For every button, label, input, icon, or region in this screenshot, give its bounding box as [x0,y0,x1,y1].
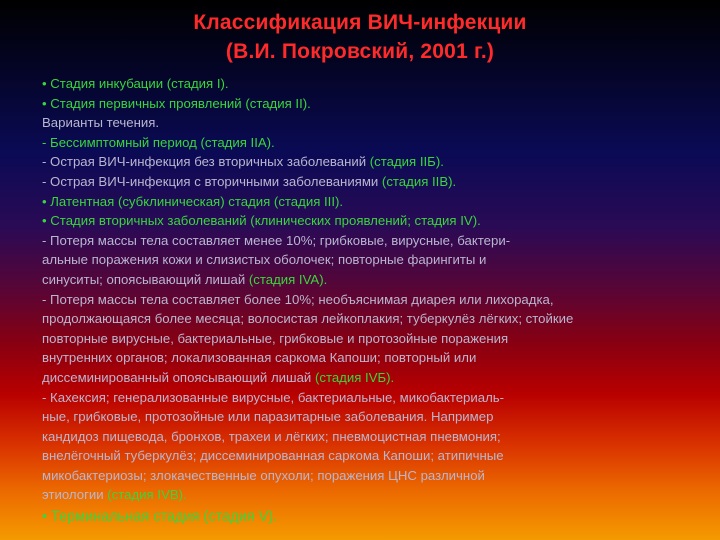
variants-heading: Варианты течения. [42,115,160,131]
stage-2b-text: - Острая ВИЧ-инфекция без вторичных заболеваний [42,154,370,170]
stage-4v-line-6 [42,485,682,505]
stage-2v-item [42,172,682,192]
stage-4v-line-4: внелёгочный туберкулёз; диссеминированная саркома Капоши; атипичные [42,448,504,464]
slide-title [60,8,660,66]
title-line-1: Классификация ВИЧ-инфекции [193,11,527,34]
stage-2v-text: - Острая ВИЧ-инфекция с вторичными заболеваниями [42,173,382,189]
stage-2v-code: (стадия IIВ). [381,173,457,189]
stage-2b-code: (стадия IIБ). [369,154,444,170]
stage-4a-code: (стадия IVA). [248,271,328,287]
stage-3-bullet: • Латентная (субклиническая) стадия (стадия III). [42,193,344,209]
stage-4b-line-4: внутренних органов; локализованная саркома Капоши; повторный или [42,350,477,366]
stage-4b-line-5 [42,368,682,388]
stage-4b-line-1: - Потеря массы тела составляет более 10%; необъяснимая диарея или лихорадка, [42,291,554,307]
stage-4v-line-2: ные, грибковые, протозойные или паразитарные заболевания. Например [42,409,494,425]
stage-4b-line-3: повторные вирусные, бактериальные, грибковые и протозойные поражения [42,330,509,346]
stage-4a-line-1: - Потеря массы тела составляет менее 10%; грибковые, вирусные, бактери- [42,232,511,248]
stage-4b-line-2: продолжающаяся более месяца; волосистая лейкоплакия; туберкулёз лёгких; стойкие [42,311,574,327]
stage-4v-line-3: кандидоз пищевода, бронхов, трахеи и лёгких; пневмоцистная пневмония; [42,428,501,444]
title-line-2: (В.И. Покровский, 2001 г.) [225,40,495,63]
classification-list [42,74,682,528]
stage-4a-line-2: альные поражения кожи и слизистых оболочек; повторные фарингиты и [42,252,487,268]
stage-4a-line-3 [42,270,682,290]
stage-4v-text: этиологии [42,487,108,503]
stage-4b-code: (стадия IVБ). [314,369,395,385]
stage-5-bullet: • Терминальная стадия (стадия V). [42,509,278,526]
stage-4v-code: (стадия IVВ). [107,487,187,503]
stage-2a-item: - Бессимптомный период (стадия IIА). [42,134,275,150]
stage-4v-line-5: микобактериозы; злокачественные опухоли; поражения ЦНС различной [42,467,485,483]
stage-2-bullet: • Стадия первичных проявлений (стадия II). [42,95,311,111]
stage-2b-item [42,152,682,172]
stage-4a-text: синуситы; опоясывающий лишай [42,271,249,287]
stage-4v-line-1: - Кахексия; генерализованные вирусные, бактериальные, микобактериаль- [42,389,505,405]
stage-4-bullet: • Стадия вторичных заболеваний (клинических проявлений; стадия IV). [42,213,481,229]
stage-1-bullet: • Стадия инкубации (стадия I). [42,76,229,91]
stage-4b-text: диссеминированный опоясывающий лишай [42,369,315,385]
